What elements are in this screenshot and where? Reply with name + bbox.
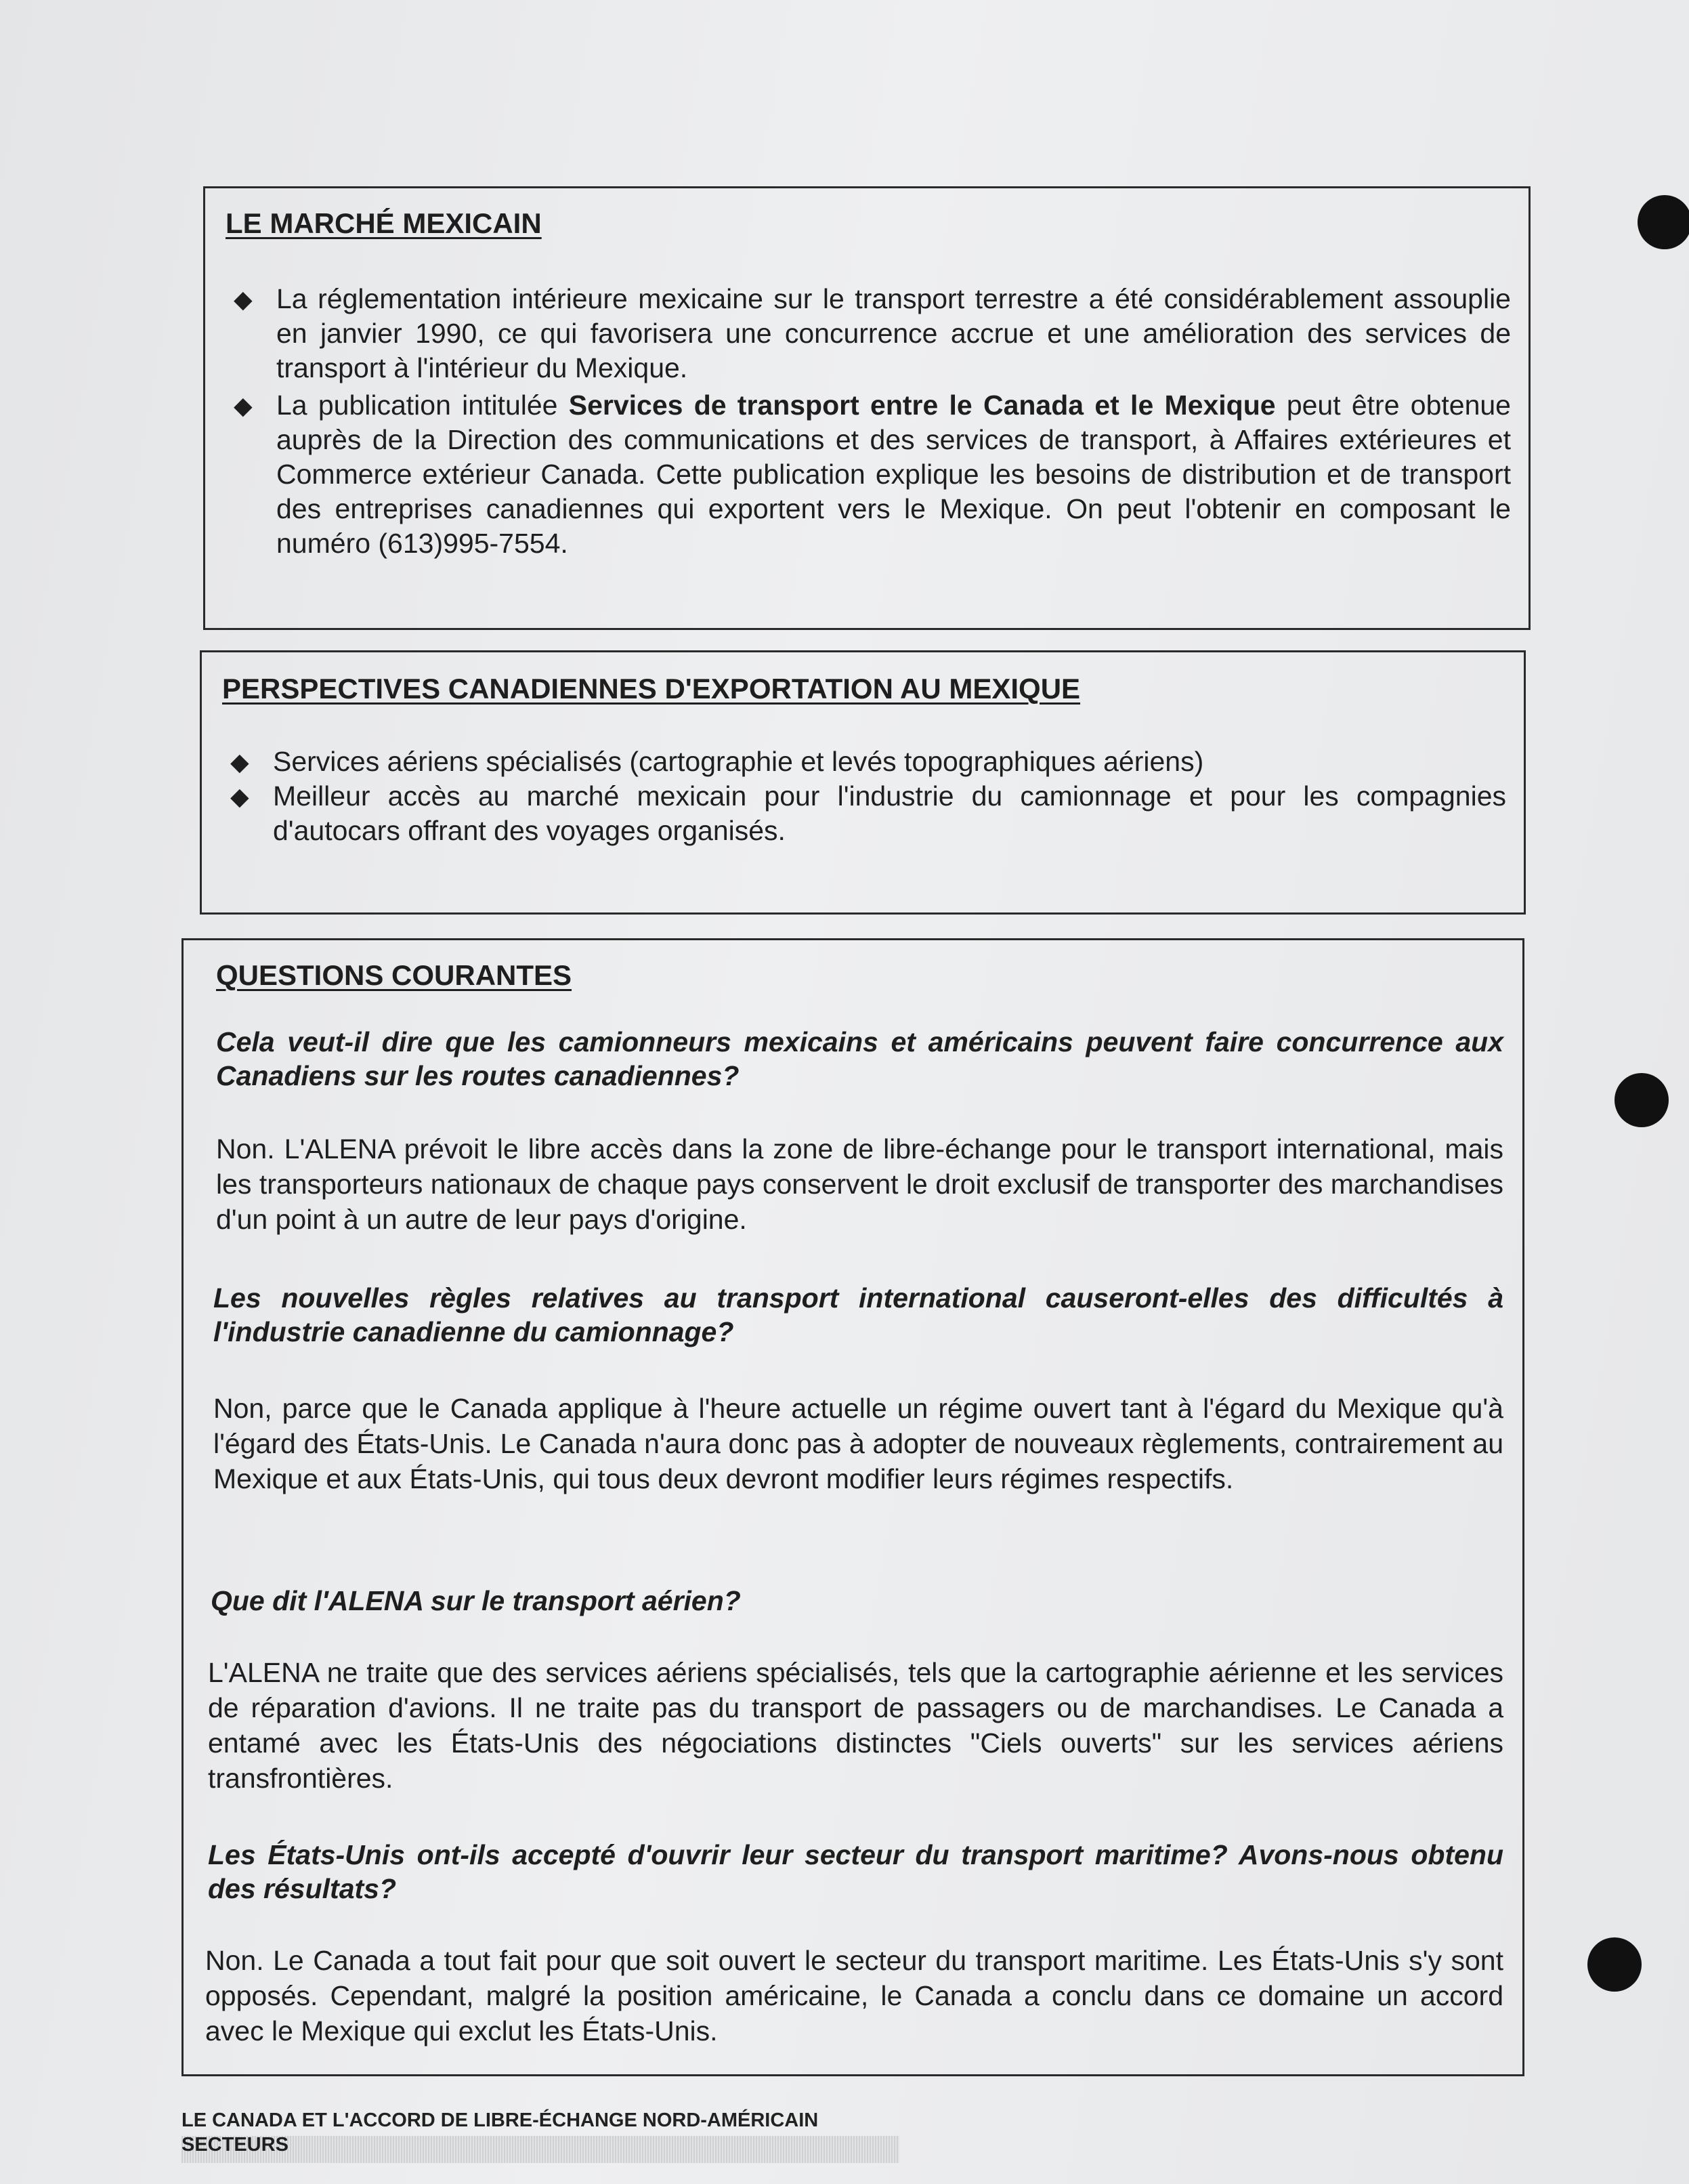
list-item-text-after: peut être obtenue auprès de la Direction des communications et des services de transport, à Affaires extérieures et Commerce extérieur Canada. Cette publication explique les besoins de distribution et de transport des entreprises canadiennes qui exportent vers le Mexique. On peut l'obtenir en composant le numéro (613)995-7554. xyxy=(276,390,1511,559)
publication-title: Services de transport entre le Canada et le Mexique xyxy=(568,390,1276,421)
answer-4: Non. Le Canada a tout fait pour que soit ouvert le secteur du transport maritime. Les États-Unis s'y sont opposés. Cependant, malgré la position américaine, le Canada a conclu dans ce domaine un accord avec le Mexique qui exclut les États-Unis. xyxy=(205,1945,1503,2046)
footer-section: SECTEURS xyxy=(181,2134,288,2156)
list-item-text-before: La publication intitulée xyxy=(276,390,569,421)
punch-hole-top xyxy=(1638,195,1689,249)
box-questions-courantes xyxy=(181,938,1524,2076)
list-item-text: Services aériens spécialisés (cartographie et levés topographiques aériens) xyxy=(273,746,1204,777)
list-item xyxy=(226,282,1511,385)
box-title: QUESTIONS COURANTES xyxy=(216,959,572,991)
question-3: Que dit l'ALENA sur le transport aérien? xyxy=(211,1585,741,1616)
diamond-bullet-icon: ◆ xyxy=(234,392,253,419)
question-1: Cela veut-il dire que les camionneurs mexicains et américains peuvent faire concurrence aux Canadiens sur les routes canadiennes? xyxy=(216,1026,1503,1091)
list-item xyxy=(222,779,1506,848)
diamond-bullet-icon: ◆ xyxy=(230,782,249,810)
box-marche-mexicain xyxy=(203,186,1531,630)
box-title: PERSPECTIVES CANADIENNES D'EXPORTATION AU MEXIQUE xyxy=(222,673,1081,705)
box-perspectives-exportation xyxy=(200,650,1526,915)
list-item xyxy=(222,744,1506,779)
footer-title: LE CANADA ET L'ACCORD DE LIBRE-ÉCHANGE NORD-AMÉRICAIN xyxy=(181,2109,819,2131)
diamond-bullet-icon: ◆ xyxy=(230,748,249,776)
punch-hole-bottom xyxy=(1587,1937,1642,1992)
bullet-list xyxy=(222,744,1506,848)
answer-2: Non, parce que le Canada applique à l'heure actuelle un régime ouvert tant à l'égard du Mexique qu'à l'égard des États-Unis. Le Canada n'aura donc pas à adopter de nouveaux règlements, contrairement au Mexique et aux États-Unis, qui tous deux devront modifier leurs régimes respectifs. xyxy=(213,1393,1503,1494)
answer-3: L'ALENA ne traite que des services aériens spécialisés, tels que la cartographie aérienne et les services de réparation d'avions. Il ne traite pas du transport de passagers ou de marchandises. Le Canada a entamé avec les États-Unis des négociations distinctes "Ciels ouverts" sur les services aériens transfrontières. xyxy=(208,1657,1503,1794)
list-item xyxy=(226,388,1511,561)
footer-shade xyxy=(181,2136,899,2163)
bullet-list xyxy=(226,282,1511,561)
diamond-bullet-icon: ◆ xyxy=(234,285,253,313)
list-item-text: Meilleur accès au marché mexicain pour l'industrie du camionnage et pour les compagnies d'autocars offrant des voyages organisés. xyxy=(273,780,1506,846)
question-2: Les nouvelles règles relatives au transport international causeront-elles des difficultés à l'industrie canadienne du camionnage? xyxy=(213,1282,1503,1347)
question-4: Les États-Unis ont-ils accepté d'ouvrir leur secteur du transport maritime? Avons-nous obtenu des résultats? xyxy=(208,1839,1503,1904)
box-title: LE MARCHÉ MEXICAIN xyxy=(226,207,542,239)
punch-hole-middle xyxy=(1615,1073,1669,1127)
list-item-text: La réglementation intérieure mexicaine sur le transport terrestre a été considérablement assouplie en janvier 1990, ce qui favorisera une concurrence accrue et une amélioration des services de transport à l'intérieur du Mexique. xyxy=(276,283,1511,383)
answer-1: Non. L'ALENA prévoit le libre accès dans la zone de libre-échange pour le transport international, mais les transporteurs nationaux de chaque pays conservent le droit exclusif de transporter des marchandises d'un point à un autre de leur pays d'origine. xyxy=(216,1133,1503,1235)
